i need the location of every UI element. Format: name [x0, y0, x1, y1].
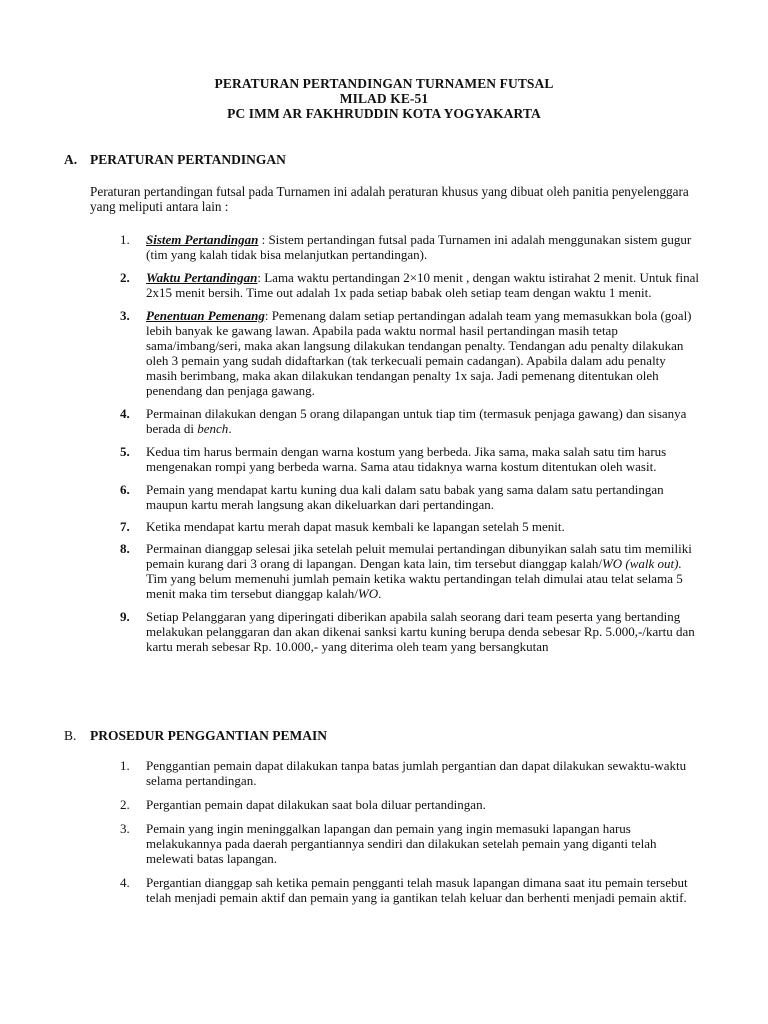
item-number: 2. [120, 797, 130, 812]
title-line-3: PC IMM AR FAKHRUDDIN KOTA YOGYAKARTA [227, 106, 541, 121]
title-line-2: MILAD KE-51 [339, 91, 429, 106]
item-number: 4. [120, 875, 130, 890]
item-number: 3. [120, 308, 130, 323]
item-text: Pemain yang ingin meninggalkan lapangan dan pemain yang ingin memasuki lapangan harus melakukannya pada daerah pergantiannya sendiri dan dilakukan setelah pemain yang diganti telah melewati batas lapangan. [146, 821, 657, 866]
list-item [120, 519, 700, 534]
list-item [120, 406, 700, 436]
list-item [120, 758, 700, 788]
list-item [120, 232, 700, 262]
list-item [120, 444, 700, 474]
item-term: Sistem Pertandingan [146, 232, 259, 247]
item-text: Permainan dianggap selesai jika setelah peluit memulai pertandingan dibunyikan salah satu tim memiliki pemain kurang dari 3 orang di lapangan. Dengan kata lain, tim tersebut dianggap kalah/ [146, 541, 692, 571]
section-a-title: PERATURAN PERTANDINGAN [90, 152, 286, 167]
section-b-heading [64, 728, 327, 744]
item-text: : Sistem pertandingan futsal pada Turnamen ini adalah menggunakan sistem gugur (tim yang kalah tidak bisa melanjutkan pertandingan). [146, 232, 692, 262]
section-a-intro: Peraturan pertandingan futsal pada Turnamen ini adalah peraturan khusus yang dibuat oleh panitia penyelenggara yang meliputi antara lain : [90, 184, 689, 214]
item-number: 6. [120, 482, 130, 497]
section-a-list [120, 232, 700, 662]
section-a-letter: A. [64, 152, 78, 167]
list-item [120, 308, 700, 398]
item-number: 1. [120, 232, 130, 247]
item-number: 2. [120, 270, 130, 285]
list-item [120, 821, 700, 866]
title-line-1: PERATURAN PERTANDINGAN TURNAMEN FUTSAL [214, 76, 554, 91]
item-text: Penggantian pemain dapat dilakukan tanpa batas jumlah pergantian dan dapat dilakukan sewaktu-waktu selama pertandingan. [146, 758, 687, 788]
item-text-after-2: . [378, 586, 382, 601]
list-item [120, 875, 700, 905]
item-term: Waktu Pertandingan [146, 270, 258, 285]
item-number: 1. [120, 758, 130, 773]
list-item [120, 797, 700, 812]
item-term: Penentuan Pemenang [146, 308, 265, 323]
item-italic-2: WO [357, 586, 379, 601]
list-item [120, 609, 700, 654]
item-number: 7. [120, 519, 130, 534]
list-item [120, 270, 700, 300]
section-b-letter: B. [64, 728, 77, 743]
item-number: 4. [120, 406, 130, 421]
section-a-heading [64, 152, 286, 168]
item-text: Ketika mendapat kartu merah dapat masuk kembali ke lapangan setelah 5 menit. [146, 519, 565, 534]
item-number: 3. [120, 821, 130, 836]
item-text-after: . [228, 421, 232, 436]
item-text: : Pemenang dalam setiap pertandingan adalah team yang memasukkan bola (goal) lebih banyak ke gawang lawan. Apabila pada waktu normal hasil pertandingan masih tetap sama/imbang/seri, maka akan langsung dilakukan tendangan penalty. Tendangan adu penalty dilakukan oleh 3 pemain yang sudah didaftarkan (tak terkecuali pemain cadangan). Apabila dalam adu penalty masih berimbang, maka akan dilakukan tendangan penalty 1x saja. Jadi pemenang ditentukan oleh penendang dan penjaga gawang. [146, 308, 692, 398]
item-number: 5. [120, 444, 130, 459]
item-text: Permainan dilakukan dengan 5 orang dilapangan untuk tiap tim (termasuk penjaga gawang) dan sisanya berada di [146, 406, 687, 436]
item-italic: WO (walk out). [601, 556, 682, 571]
document-title [0, 76, 768, 121]
item-text: Pergantian pemain dapat dilakukan saat bola diluar pertandingan. [146, 797, 486, 812]
item-number: 9. [120, 609, 130, 624]
item-text: Pergantian dianggap sah ketika pemain pengganti telah masuk lapangan dimana saat itu pemain tersebut telah menjadi pemain aktif dan pemain yang ia gantikan telah keluar dan berhenti menjadi pemain aktif. [146, 875, 688, 905]
item-number: 8. [120, 541, 130, 556]
item-text-after: Tim yang belum memenuhi jumlah pemain ketika waktu pertandingan telah dimulai atau telat selama 5 menit maka tim tersebut dianggap kalah/ [146, 571, 683, 601]
item-text: : Lama waktu pertandingan 2×10 menit , dengan waktu istirahat 2 menit. Untuk final 2x15 menit bersih. Time out adalah 1x pada setiap babak oleh setiap team dengan waktu 1 menit. [146, 270, 700, 300]
item-italic: bench [197, 421, 229, 436]
list-item [120, 482, 700, 512]
item-text: Kedua tim harus bermain dengan warna kostum yang berbeda. Jika sama, maka salah satu tim harus mengenakan rompi yang berbeda warna. Sama atau tidaknya warna kostum ditentukan oleh wasit. [146, 444, 667, 474]
item-text: Setiap Pelanggaran yang diperingati diberikan apabila salah seorang dari team peserta yang bertanding melakukan pelanggaran dan akan dikenai sanksi kartu kuning berupa denda sebesar Rp. 5.000,-/kartu dan kartu merah sebesar Rp. 10.000,- yang diterima oleh team yang bersangkutan [146, 609, 695, 654]
section-b-title: PROSEDUR PENGGANTIAN PEMAIN [90, 728, 328, 743]
list-item [120, 541, 700, 601]
section-b-list [120, 758, 700, 914]
item-text: Pemain yang mendapat kartu kuning dua kali dalam satu babak yang sama dalam satu pertandingan maupun kartu merah langsung akan dikeluarkan dari pertandingan. [146, 482, 664, 512]
